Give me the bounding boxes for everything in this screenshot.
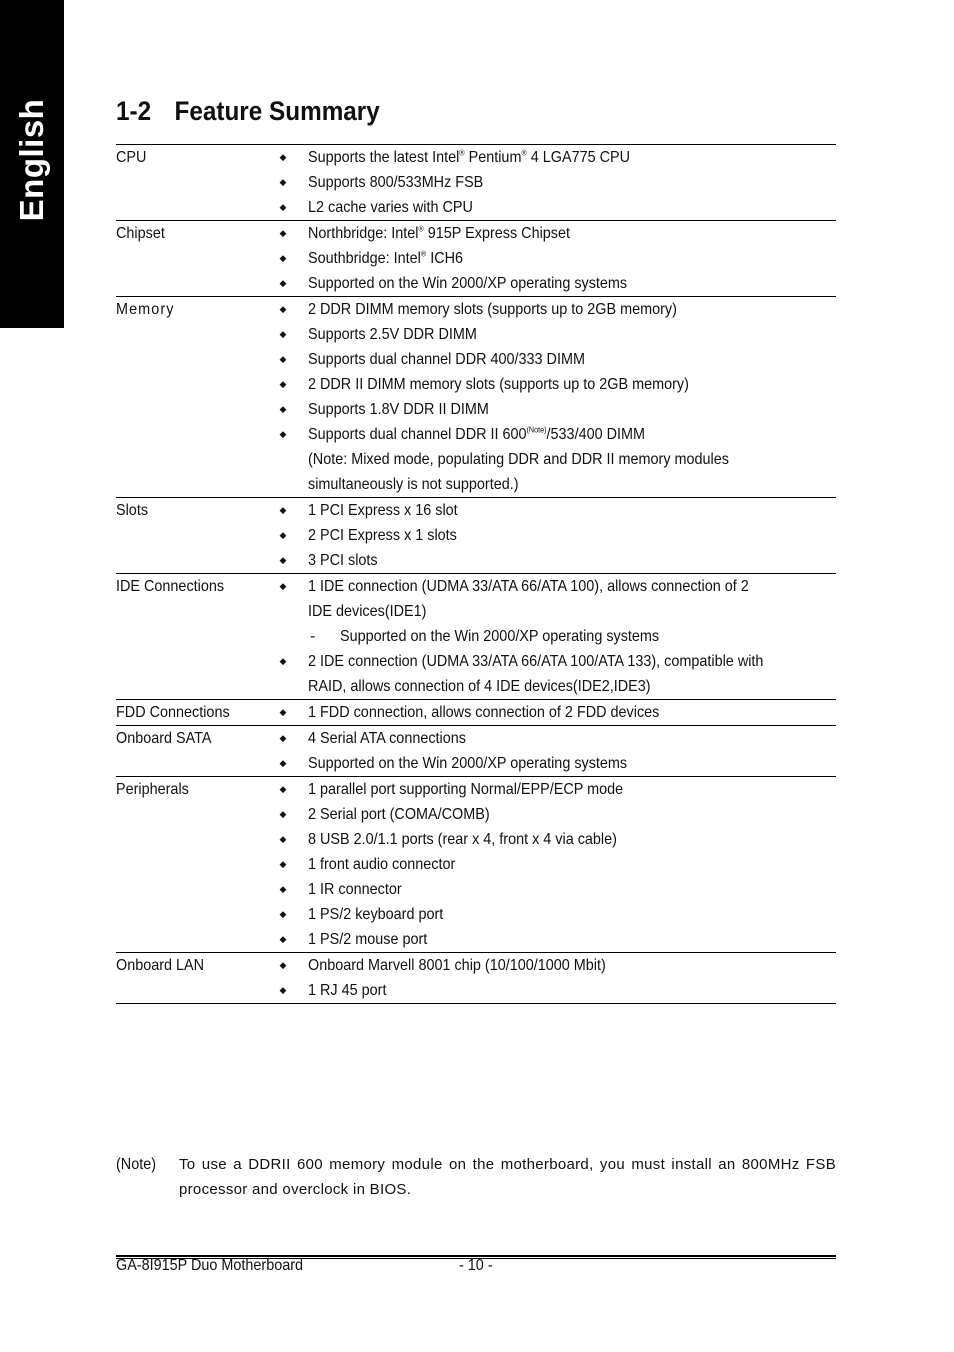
feature-row-peripherals [116, 776, 836, 952]
bullet-diamond-icon: ◆ [279, 834, 287, 844]
feature-item: ◆ 1 IR connector [278, 877, 836, 902]
feature-item: ◆ 1 PS/2 mouse port [278, 927, 836, 952]
bullet-diamond-icon: ◆ [279, 505, 287, 515]
bullet-diamond-icon: ◆ [279, 985, 287, 995]
bullet-diamond-icon: ◆ [279, 934, 287, 944]
bullet-diamond-icon: ◆ [279, 379, 287, 389]
section-heading [116, 96, 380, 127]
feature-label: Peripherals [116, 781, 189, 798]
bullet-diamond-icon: ◆ [279, 329, 287, 339]
bullet-diamond-icon: ◆ [279, 555, 287, 565]
feature-item: ◆ Supports the latest Intel® Pentium® 4 LGA775 CPU [278, 145, 836, 170]
bullet-diamond-icon: ◆ [279, 707, 287, 717]
footer-page-number: - 10 - [459, 1257, 493, 1274]
feature-item: ◆ 2 Serial port (COMA/COMB) [278, 802, 836, 827]
bullet-diamond-icon: ◆ [279, 202, 287, 212]
feature-item: ◆ Southbridge: Intel® ICH6 [278, 246, 836, 271]
bullet-diamond-icon: ◆ [279, 228, 287, 238]
feature-item: ◆ 1 FDD connection, allows connection of 2 FDD devices [278, 700, 836, 725]
feature-item-continuation: (Note: Mixed mode, populating DDR and DDR II memory modules [308, 451, 729, 468]
feature-item: ◆ 8 USB 2.0/1.1 ports (rear x 4, front x 4 via cable) [278, 827, 836, 852]
bullet-diamond-icon: ◆ [279, 404, 287, 414]
footnote-text: To use a DDRII 600 memory module on the motherboard, you must install an 800MHz FSB processor and overclock in BIOS. [179, 1156, 836, 1198]
feature-item: ◆ Supports 800/533MHz FSB [278, 170, 836, 195]
feature-item: ◆ 1 front audio connector [278, 852, 836, 877]
feature-label: Slots [116, 502, 149, 519]
feature-row-memory [116, 296, 836, 497]
feature-row-chipset [116, 220, 836, 296]
bullet-diamond-icon: ◆ [279, 656, 287, 666]
feature-item: ◆ Supports dual channel DDR 400/333 DIMM [278, 347, 836, 372]
feature-row-fdd-connections [116, 699, 836, 725]
feature-label: Onboard SATA [116, 730, 212, 747]
bullet-diamond-icon: ◆ [279, 809, 287, 819]
feature-item: ◆ 2 PCI Express x 1 slots [278, 523, 836, 548]
feature-summary-table [116, 144, 836, 1004]
bullet-diamond-icon: ◆ [279, 909, 287, 919]
bullet-diamond-icon: ◆ [279, 304, 287, 314]
bullet-diamond-icon: ◆ [279, 859, 287, 869]
feature-item: ◆ 1 parallel port supporting Normal/EPP/ECP mode [278, 777, 836, 802]
feature-label: FDD Connections [116, 704, 230, 721]
feature-item: ◆ 2 DDR DIMM memory slots (supports up to 2GB memory) [278, 297, 836, 322]
feature-item: ◆ 1 PCI Express x 16 slot [278, 498, 836, 523]
section-title: Feature Summary [174, 96, 380, 126]
note-reference: (Note) [526, 425, 547, 435]
feature-sub-item: - Supported on the Win 2000/XP operating systems [278, 624, 836, 649]
feature-item: ◆ Supported on the Win 2000/XP operating systems [278, 751, 836, 776]
bullet-diamond-icon: ◆ [279, 530, 287, 540]
feature-label: CPU [116, 149, 147, 166]
feature-row-slots [116, 497, 836, 573]
feature-item: ◆ L2 cache varies with CPU [278, 195, 836, 220]
feature-item: ◆ Supports 1.8V DDR II DIMM [278, 397, 836, 422]
feature-item: ◆ 1 IDE connection (UDMA 33/ATA 66/ATA 100), allows connection of 2 IDE devices(IDE1) [278, 574, 836, 624]
bullet-diamond-icon: ◆ [279, 884, 287, 894]
language-tab-label: English [13, 98, 50, 222]
feature-row-cpu [116, 145, 836, 220]
feature-item: ◆ 3 PCI slots [278, 548, 836, 573]
feature-label: Onboard LAN [116, 957, 205, 974]
feature-item: ◆ 1 PS/2 keyboard port [278, 902, 836, 927]
sub-item-dash: - [310, 628, 316, 645]
feature-item: ◆ Onboard Marvell 8001 chip (10/100/1000 Mbit) [278, 953, 836, 978]
footer-product-name: GA-8I915P Duo Motherboard [116, 1257, 304, 1274]
feature-item: ◆ Supported on the Win 2000/XP operating systems [278, 271, 836, 296]
bullet-diamond-icon: ◆ [279, 354, 287, 364]
bullet-diamond-icon: ◆ [279, 152, 287, 162]
feature-item: ◆ Supports dual channel DDR II $600^{(Note)}/533/400$ DIMM [278, 422, 836, 447]
feature-item: ◆ 1 RJ 45 port [278, 978, 836, 1003]
feature-item: ◆ 2 IDE connection (UDMA 33/ATA 66/ATA 100/ATA 133), compatible with RAID, allows connection of 4 IDE devices(IDE2,IDE3) [278, 649, 836, 699]
footnote-label: (Note) [116, 1156, 157, 1173]
feature-label: Memory [116, 301, 175, 318]
feature-row-onboard-lan [116, 952, 836, 1003]
bullet-diamond-icon: ◆ [279, 758, 287, 768]
feature-label: IDE Connections [116, 578, 225, 595]
bullet-diamond-icon: ◆ [279, 253, 287, 263]
bullet-diamond-icon: ◆ [279, 581, 287, 591]
footnote [116, 1152, 836, 1202]
feature-item: ◆ 4 Serial ATA connections [278, 726, 836, 751]
bullet-diamond-icon: ◆ [279, 733, 287, 743]
feature-row-ide-connections [116, 573, 836, 699]
bullet-diamond-icon: ◆ [279, 278, 287, 288]
feature-item: ◆ 2 DDR II DIMM memory slots (supports up to 2GB memory) [278, 372, 836, 397]
bullet-diamond-icon: ◆ [279, 784, 287, 794]
language-side-tab [0, 0, 64, 328]
feature-item-continuation: simultaneously is not supported.) [308, 476, 519, 493]
feature-row-onboard-sata [116, 725, 836, 776]
feature-label: Chipset [116, 225, 165, 242]
bullet-diamond-icon: ◆ [279, 429, 287, 439]
feature-item: ◆ Supports 2.5V DDR DIMM [278, 322, 836, 347]
bullet-diamond-icon: ◆ [279, 177, 287, 187]
section-number: 1-2 [116, 96, 152, 126]
feature-item: ◆ Northbridge: Intel® 915P Express Chipset [278, 221, 836, 246]
bullet-diamond-icon: ◆ [279, 960, 287, 970]
